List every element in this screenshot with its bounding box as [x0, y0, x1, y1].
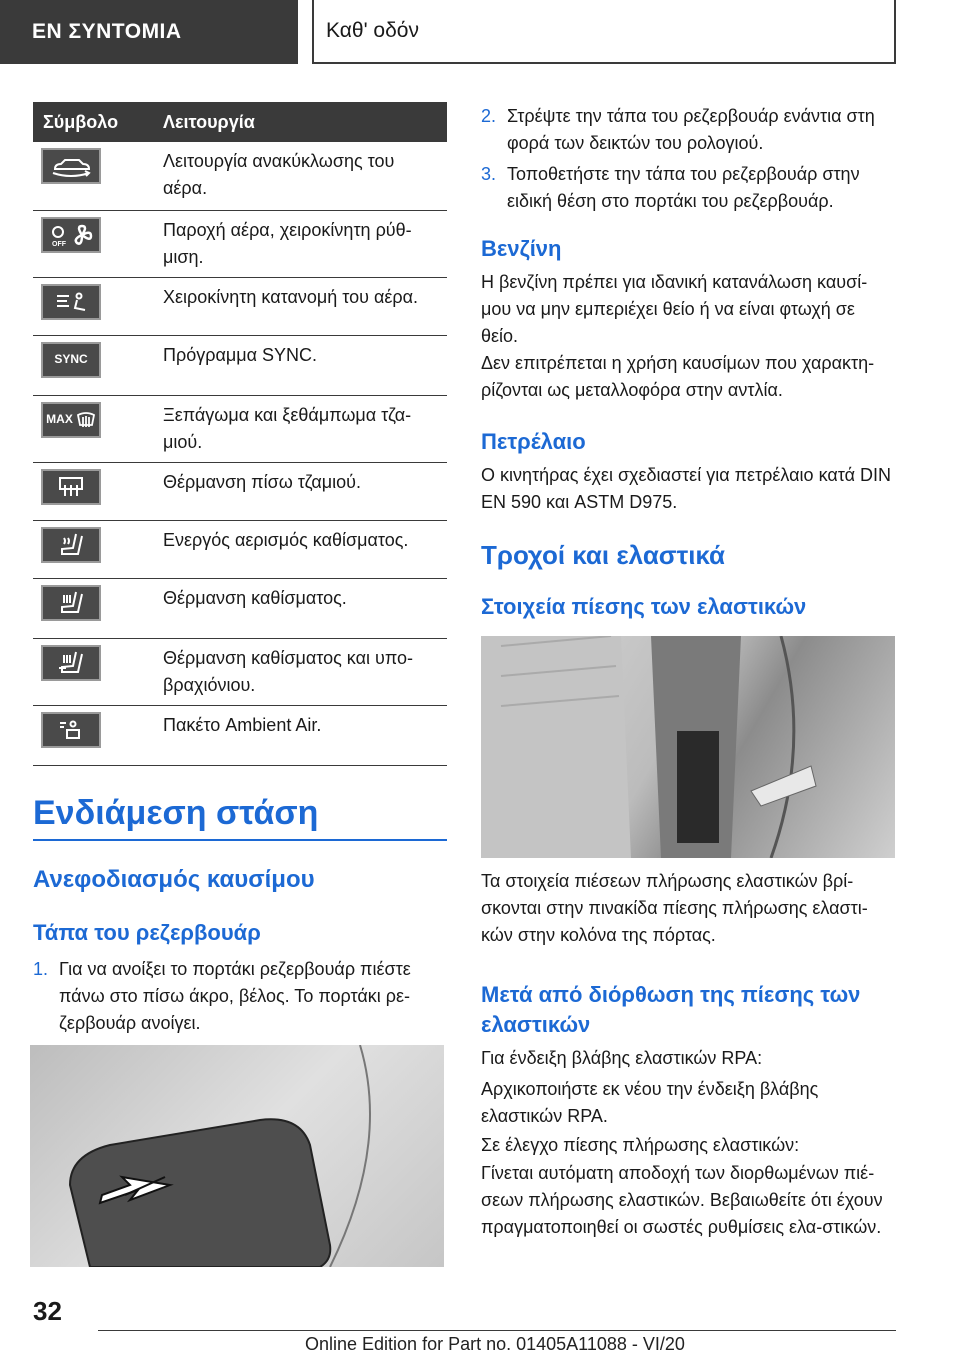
step-2: [481, 103, 895, 157]
table-header: [33, 102, 447, 142]
footer-divider: [98, 1330, 896, 1331]
chapter-tab: [312, 0, 896, 64]
table-row: [33, 705, 447, 765]
table-row: [33, 277, 447, 335]
diesel-text: Ο κινητήρας έχει σχεδιαστεί για πετρέλαιο κατά DIN EN 590 και ASTM D975.: [481, 465, 892, 512]
step-number: 1.: [33, 959, 49, 979]
tyre-caption: Τα στοιχεία πιέσεων πλήρωσης ελαστικών βρί-σκονται στην πινακίδα πίεσης πλήρωσης ελαστι-κών στην κολόνα της πόρτας.: [481, 871, 868, 945]
table-row: [33, 520, 447, 578]
row-text: Λειτουργία ανακύκλωσης του αέρα.: [159, 142, 447, 210]
after-text-2: Αρχικοποιήστε εκ νέου την ένδειξη βλάβης ελαστικών RPA.: [481, 1079, 819, 1126]
sync-icon: [41, 342, 101, 378]
column-symbol: Σύμβολο: [33, 102, 159, 142]
table-row: [33, 142, 447, 210]
svg-text:OFF: OFF: [52, 240, 66, 248]
table-row: [33, 210, 447, 277]
chapter-title: Καθ' οδόν: [326, 19, 419, 42]
sync-icon-label: SYNC: [54, 352, 88, 366]
row-text: Θέρμανση καθίσματος και υπο-βραχιόνιου.: [159, 638, 447, 705]
row-text: Θέρμανση πίσω τζαμιού.: [159, 462, 447, 520]
ambient-air-icon: [41, 712, 101, 748]
fuel-flap-image: [30, 1045, 444, 1267]
row-text: Ενεργός αερισμός καθίσματος.: [159, 520, 447, 578]
tyre-pressure-heading: Στοιχεία πίεσης των ελαστικών: [481, 594, 807, 619]
step-3: [481, 161, 895, 215]
step-text: Στρέψτε την τάπα του ρεζερβουάρ ενάντια στη φορά των δεικτών του ρολογιού.: [507, 106, 875, 153]
diesel-heading: Πετρέλαιο: [481, 429, 586, 454]
topic-heading: Τάπα του ρεζερβουάρ: [33, 920, 261, 945]
after-text-3: Σε έλεγχο πίεσης πλήρωσης ελαστικών:: [481, 1135, 800, 1155]
door-pillar-image: [481, 636, 895, 858]
step-1: [33, 956, 447, 1037]
table-row: [33, 578, 447, 638]
rear-window-heat-icon: [41, 469, 101, 505]
benzine-text-2: Δεν επιτρέπεται η χρήση καυσίμων που χαρακτη-ρίζονται ως μεταλλοφόρα στην αντλία.: [481, 353, 875, 400]
section-title: ΕΝ ΣΥΝΤΟΜΙΑ: [32, 20, 182, 43]
table-row: [33, 638, 447, 705]
table-row: [33, 462, 447, 520]
seat-armrest-heating-icon: [41, 645, 101, 681]
after-text-4: Γίνεται αυτόματη αποδοχή των διορθωμένων πιέ-σεων πλήρωσης ελαστικών. Βεβαιωθείτε ότι έχουν πραγματοποιηθεί οι σωστές ρυθμίσεις ελα-στικών.: [481, 1163, 883, 1237]
after-correction-heading: Μετά από διόρθωση της πίεσης των ελαστικών: [481, 982, 861, 1037]
section-heading: Ενδιάμεση στάση: [33, 794, 447, 841]
max-label: MAX: [46, 412, 73, 426]
row-text: Παροχή αέρα, χειροκίνητη ρύθ-μιση.: [159, 210, 447, 277]
after-text-1: Για ένδειξη βλάβης ελαστικών RPA:: [481, 1048, 763, 1068]
tyres-heading: Τροχοί και ελαστικά: [481, 540, 726, 570]
table-row: [33, 335, 447, 395]
section-tab: [0, 0, 298, 64]
symbol-table: [33, 102, 447, 766]
row-text: Χειροκίνητη κατανομή του αέρα.: [159, 277, 447, 335]
step-number: 3.: [481, 164, 497, 184]
seat-ventilation-icon: [41, 527, 101, 563]
step-text: Για να ανοίξει το πορτάκι ρεζερβουάρ πιέστε πάνω στο πίσω άκρο, βέλος. Το πορτάκι ρε-ζερβουάρ ανοίγει.: [59, 959, 411, 1033]
benzine-heading: Βενζίνη: [481, 236, 562, 261]
seat-heating-icon: [41, 585, 101, 621]
column-function: Λειτουργία: [159, 102, 447, 142]
benzine-text-1: Η βενζίνη πρέπει για ιδανική κατανάλωση καυσί-μου να μην εμπεριέχει θείο ή να είναι φτωχή σε θείο.: [481, 272, 868, 346]
air-recirculation-icon: [41, 148, 101, 184]
edition-text: Online Edition for Part no. 01405A11088 - VI/20: [305, 1334, 685, 1354]
step-text: Τοποθετήστε την τάπα του ρεζερβουάρ στην ειδική θέση στο πορτάκι του ρεζερβουάρ.: [507, 164, 860, 211]
row-text: Πρόγραμμα SYNC.: [159, 335, 447, 395]
step-number: 2.: [481, 106, 497, 126]
table-row: [33, 395, 447, 462]
row-text: Πακέτο Ambient Air.: [159, 705, 447, 765]
subsection-heading: Ανεφοδιασμός καυσίμου: [33, 866, 315, 893]
air-distribution-icon: [41, 284, 101, 320]
row-text: Ξεπάγωμα και ξεθάμπωμα τζα-μιού.: [159, 395, 447, 462]
row-text: Θέρμανση καθίσματος.: [159, 578, 447, 638]
max-defrost-icon: [41, 402, 101, 438]
page-number: 32: [33, 1296, 62, 1326]
fan-off-icon: [41, 217, 101, 253]
